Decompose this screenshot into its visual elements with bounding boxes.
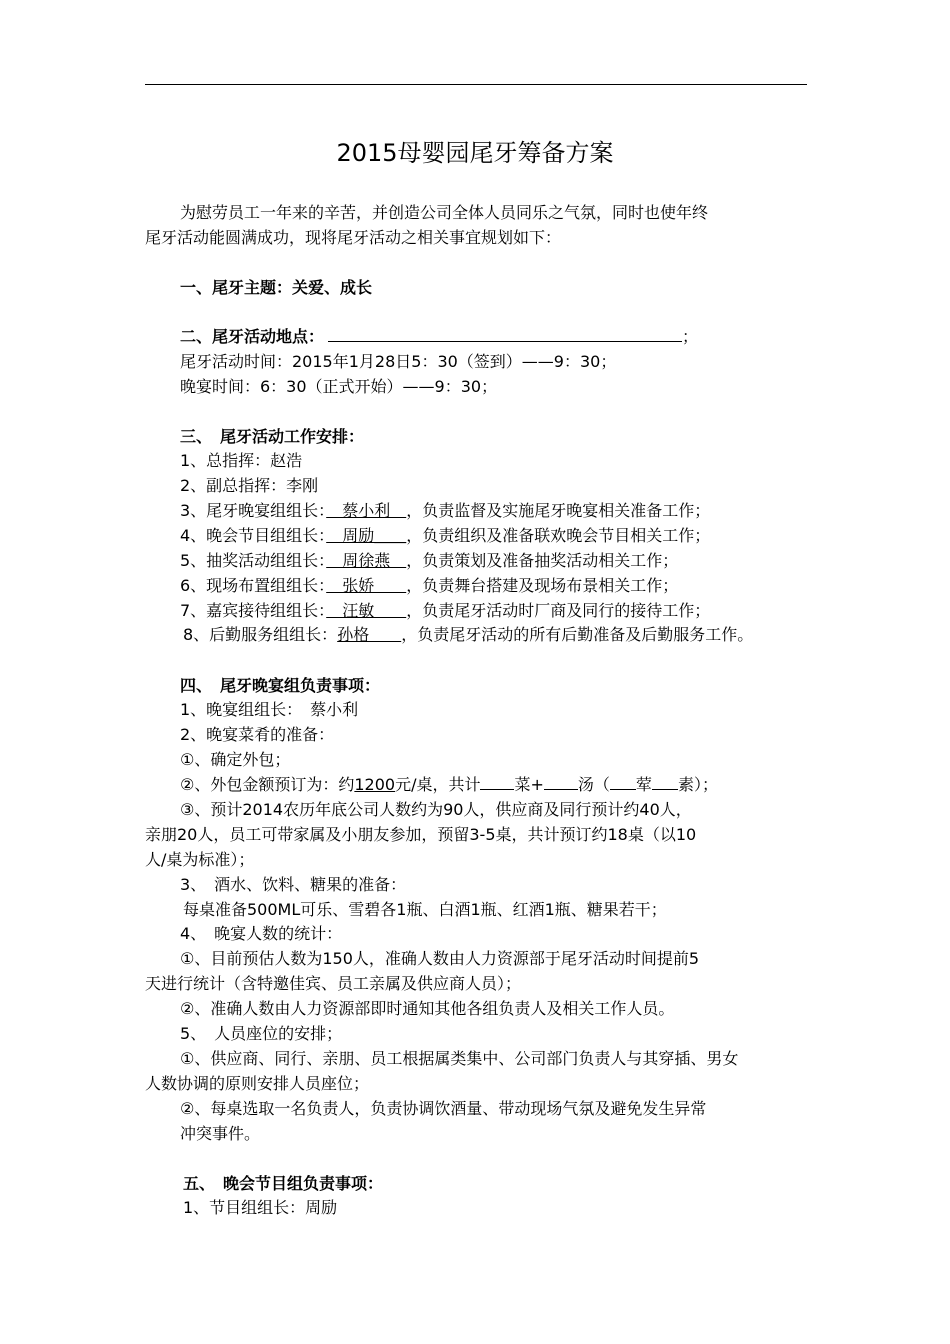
drinks-heading: 3、 酒水、饮料、糖果的准备： xyxy=(180,875,407,894)
dishes-heading: 2、晚宴菜肴的准备： xyxy=(180,725,335,744)
venue-label: 二、尾牙活动地点： xyxy=(180,327,325,346)
budget-line xyxy=(180,773,718,797)
duty-leader: 汪敏 xyxy=(326,601,407,620)
duty-leader: 周徐燕 xyxy=(326,551,407,570)
attendance-detail: ①、目前预估人数为150人，准确人数由人力资源部于尾牙活动时间提前5 xyxy=(180,949,700,968)
seating-detail: ①、供应商、同行、亲朋、员工根据属类集中、公司部门负责人与其穿插、男女 xyxy=(180,1049,739,1068)
budget-prefix: ②、外包金额预订为：约 xyxy=(180,775,355,794)
duty-row xyxy=(183,623,753,647)
section-4-heading: 四、 尾牙晚宴组负责事项： xyxy=(180,676,381,695)
dish-count-blank xyxy=(480,773,514,790)
section-1-heading: 一、尾牙主题：关爱、成长 xyxy=(180,278,373,297)
headcount-estimate-cont: 亲朋20人，员工可带家属及小朋友参加，预留3-5桌，共计预订约18桌（以10 xyxy=(145,825,697,844)
headcount-estimate-end: 人/桌为标准）； xyxy=(145,850,255,869)
commander: 1、总指挥：赵浩 xyxy=(180,451,303,470)
duty-desc: ，负责组织及准备联欢晚会节目相关工作； xyxy=(406,526,711,545)
attendance-notify: ②、准确人数由人力资源部即时通知其他各组负责人及相关工作人员。 xyxy=(180,999,675,1018)
headcount-estimate: ③、预计2014农历年底公司人数约为90人，供应商及同行预计约40人， xyxy=(180,800,692,819)
intro-line-2: 尾牙活动能圆满成功，现将尾牙活动之相关事宜规划如下： xyxy=(145,228,562,247)
duty-row xyxy=(180,524,710,548)
budget-text: 汤（ xyxy=(577,775,610,794)
budget-text: 素）； xyxy=(677,775,718,794)
venue-tail: ； xyxy=(682,327,699,346)
attendance-detail-cont: 天进行统计（含特邀佳宾、员工亲属及供应商人员）； xyxy=(145,974,522,993)
budget-amount: 1200 xyxy=(354,775,396,794)
duty-row xyxy=(180,549,678,573)
duty-desc: ，负责监督及实施尾牙晚宴相关准备工作； xyxy=(406,501,711,520)
table-leader-detail-cont: 冲突事件。 xyxy=(180,1124,261,1143)
outsourcing-item: ①、确定外包； xyxy=(180,750,291,769)
duty-leader: 蔡小利 xyxy=(326,501,407,520)
attendance-heading: 4、 晚宴人数的统计： xyxy=(180,924,343,943)
duty-row xyxy=(180,599,710,623)
document-title: 2015母婴园尾牙筹备方案 xyxy=(336,139,614,167)
section-3-heading: 三、 尾牙活动工作安排： xyxy=(180,427,365,446)
seating-heading: 5、 人员座位的安排； xyxy=(180,1024,343,1043)
program-leader: 1、节目组组长：周励 xyxy=(183,1198,338,1217)
banquet-leader: 1、晚宴组组长： 蔡小利 xyxy=(180,700,359,719)
budget-text: 元/桌，共计 xyxy=(395,775,481,794)
veg-count-blank xyxy=(652,773,678,790)
venue-line xyxy=(180,325,698,349)
duty-role: 7、嘉宾接待组组长： xyxy=(180,601,327,620)
meat-count-blank xyxy=(610,773,636,790)
event-time: 尾牙活动时间：2015年1月28日5：30（签到）——9：30； xyxy=(180,352,617,371)
duty-role: 5、抽奖活动组组长： xyxy=(180,551,327,570)
duty-row xyxy=(180,574,678,598)
soup-count-blank xyxy=(544,773,578,790)
table-leader-detail: ②、每桌选取一名负责人，负责协调饮酒量、带动现场气氛及避免发生异常 xyxy=(180,1099,707,1118)
deputy-commander: 2、副总指挥：李刚 xyxy=(180,476,319,495)
dinner-time: 晚宴时间：6：30（正式开始）——9：30； xyxy=(180,377,498,396)
duty-leader: 周励＿＿ xyxy=(326,526,407,545)
duty-desc: ，负责策划及准备抽奖活动相关工作； xyxy=(406,551,679,570)
seating-detail-cont: 人数协调的原则安排人员座位； xyxy=(145,1074,370,1093)
duty-desc: ，负责尾牙活动的所有后勤准备及后勤服务工作。 xyxy=(401,625,754,644)
duty-role: 4、晚会节目组组长： xyxy=(180,526,327,545)
header-rule xyxy=(145,84,807,85)
duty-role: 3、尾牙晚宴组组长： xyxy=(180,501,327,520)
duty-role: 6、现场布置组组长： xyxy=(180,576,327,595)
budget-text: 荤 xyxy=(635,775,652,794)
budget-text: 菜+ xyxy=(514,775,544,794)
intro-line-1: 为慰劳员工一年来的辛苦，并创造公司全体人员同乐之气氛，同时也使年终 xyxy=(180,203,709,222)
drinks-detail: 每桌准备500ML可乐、雪碧各1瓶、白酒1瓶、红酒1瓶、糖果若干； xyxy=(183,900,667,919)
duty-desc: ，负责舞台搭建及现场布景相关工作； xyxy=(406,576,679,595)
section-5-heading: 五、 晚会节目组负责事项： xyxy=(183,1174,384,1193)
duty-leader: 张娇 xyxy=(326,576,407,595)
duty-role: 8、后勤服务组组长： xyxy=(183,625,338,644)
duty-desc: ，负责尾牙活动时厂商及同行的接待工作； xyxy=(406,601,711,620)
duty-leader: 孙格 xyxy=(337,625,402,644)
duty-row xyxy=(180,499,710,523)
venue-blank xyxy=(328,325,682,342)
